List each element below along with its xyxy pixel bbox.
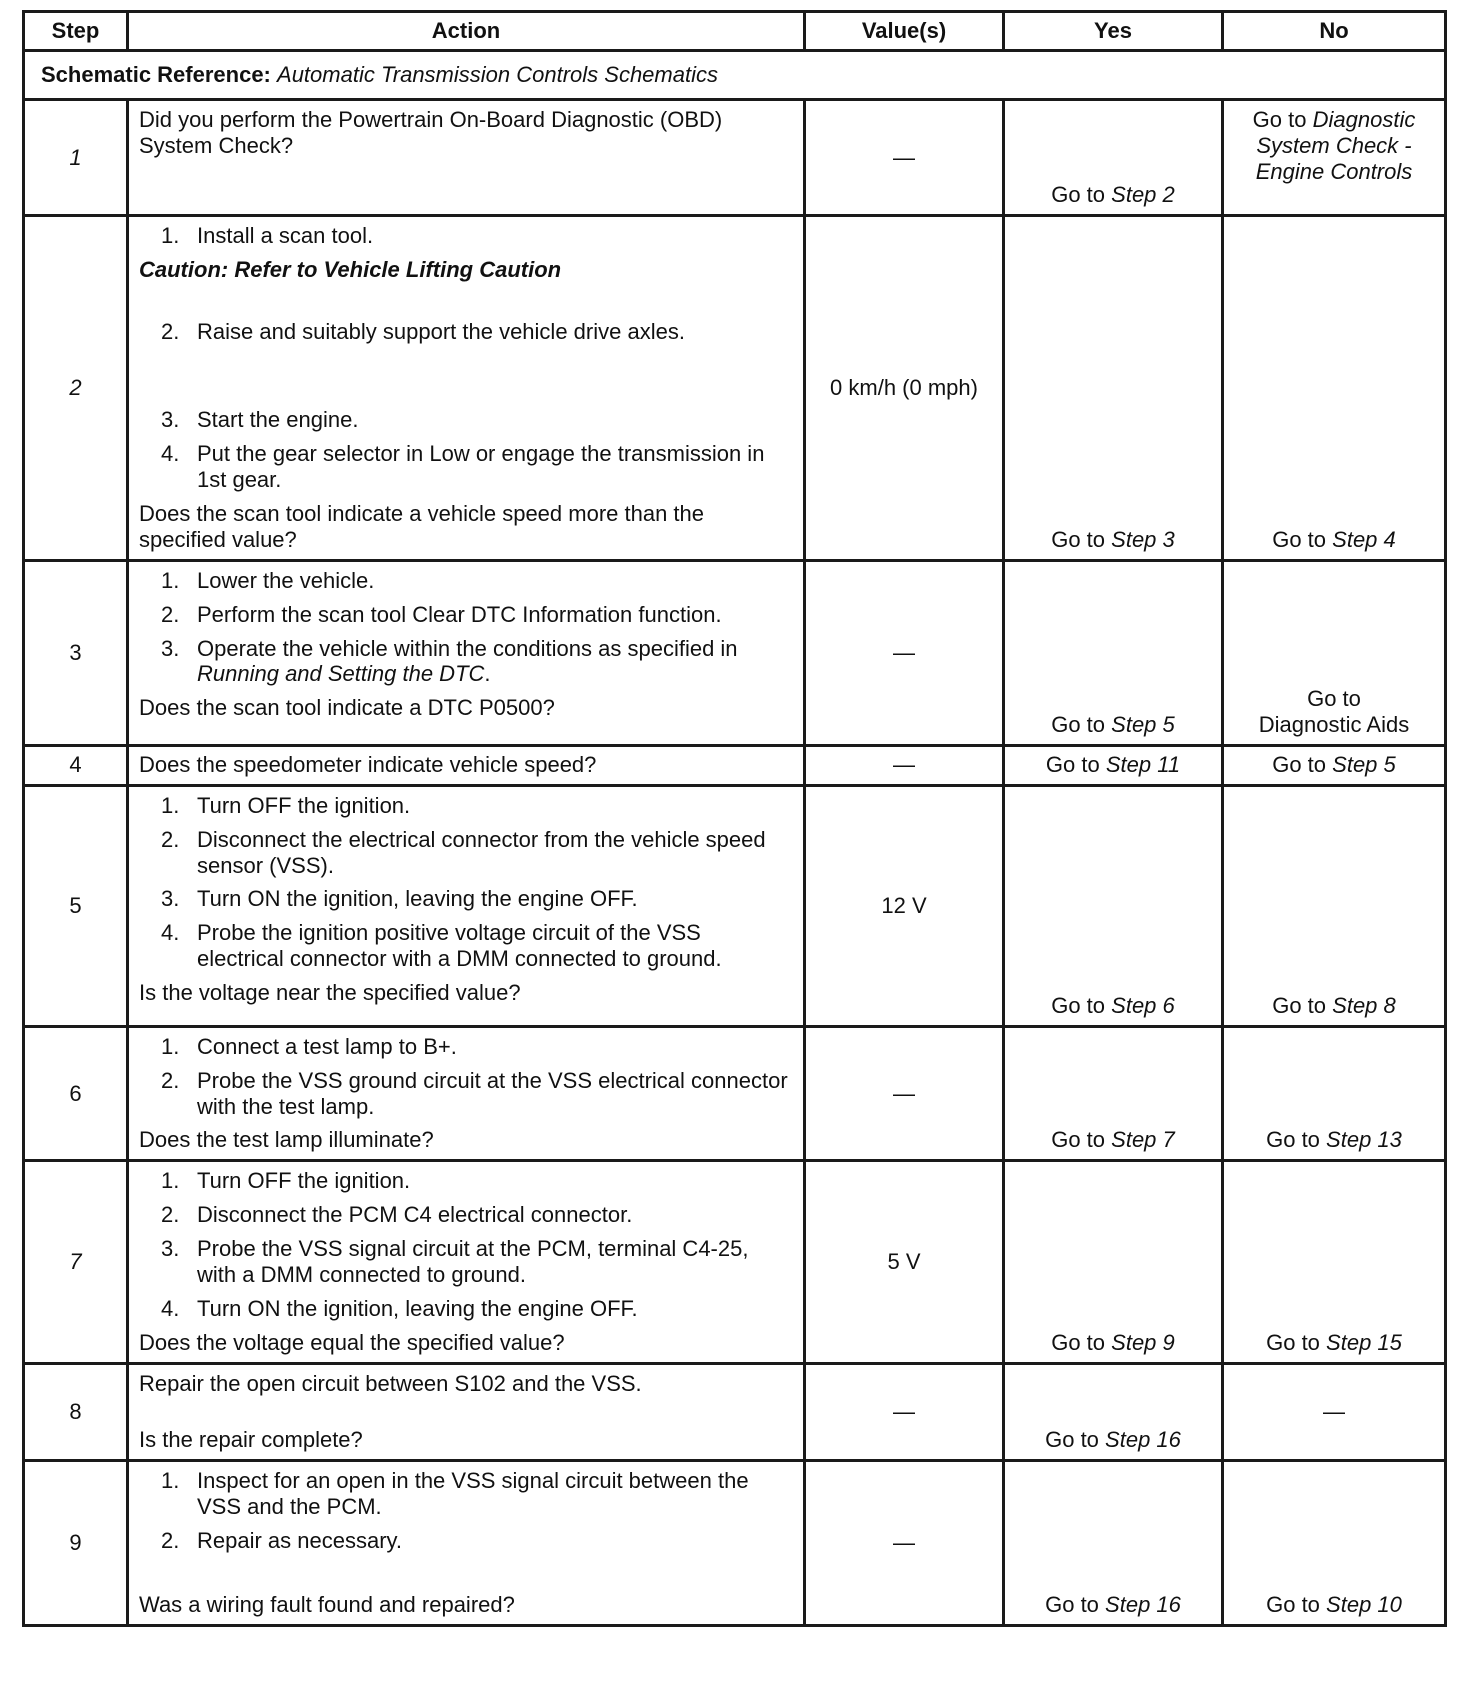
go-to-label: Go to [1252, 107, 1307, 132]
no-cell [1223, 216, 1446, 561]
yes-step-link[interactable]: Step 6 [1111, 992, 1175, 1018]
list-item: 3. Turn ON the ignition, leaving the engine OFF. [161, 886, 638, 912]
list-item: 2. Repair as necessary. [161, 1527, 403, 1553]
list-item: 3. Operate the vehicle within the conditions as specified in Running and Setting the DTC. [161, 635, 738, 687]
header-action: Action [128, 12, 805, 51]
schematic-reference-link[interactable]: Automatic Transmission Controls Schematics [277, 62, 718, 88]
yes-cell [1004, 100, 1223, 216]
table-row [24, 785, 1446, 1026]
step-number: 2 [24, 216, 128, 561]
action-cell [128, 1161, 805, 1364]
go-to-label: Go to [1266, 1330, 1320, 1356]
table-row [24, 745, 1446, 785]
header-step: Step [24, 12, 128, 51]
yes-cell [1004, 1161, 1223, 1364]
no-cell [1223, 785, 1446, 1026]
question-text: Does the voltage equal the specified value? [139, 1330, 565, 1356]
action-cell [128, 745, 805, 785]
no-link[interactable]: Diagnostic System Check - Engine Controls [1255, 107, 1416, 184]
value-cell: 0 km/h (0 mph) [805, 216, 1004, 561]
question-text: Is the repair complete? [139, 1427, 363, 1453]
go-to-label: Go to [1045, 1591, 1099, 1617]
running-setting-dtc-link[interactable]: Running and Setting the DTC [197, 661, 485, 687]
table-row [24, 216, 1446, 561]
value-cell: — [805, 1364, 1004, 1461]
value-cell: 12 V [805, 785, 1004, 1026]
go-to-label: Go to [1051, 711, 1106, 737]
no-cell: — [1223, 1364, 1446, 1461]
action-list [139, 1168, 791, 1322]
no-step-link[interactable]: Step 13 [1326, 1127, 1402, 1153]
step-number: 3 [24, 560, 128, 745]
list-item: 1. Install a scan tool. [161, 223, 374, 248]
no-cell [1223, 745, 1446, 785]
value-cell: — [805, 560, 1004, 745]
yes-cell [1004, 785, 1223, 1026]
value-cell: 5 V [805, 1161, 1004, 1364]
list-item: 2. Disconnect the electrical connector from the vehicle speed sensor (VSS). [161, 826, 766, 878]
caution-note[interactable]: Caution: Refer to Vehicle Lifting Caution [139, 256, 562, 282]
table-row [24, 100, 1446, 216]
list-item: 2. Disconnect the PCM C4 electrical connector. [161, 1202, 633, 1228]
list-item: 1. Turn OFF the ignition. [161, 1168, 411, 1194]
go-to-label: Go to [1045, 752, 1100, 778]
action-list [139, 223, 791, 249]
list-item: 3. Probe the VSS signal circuit at the PCM, terminal C4-25, with a DMM connected to ground. [161, 1236, 749, 1288]
header-row [24, 12, 1446, 51]
action-list [139, 793, 791, 973]
table-row [24, 1461, 1446, 1626]
list-item: 1. Turn OFF the ignition. [161, 792, 411, 818]
go-to-label: Go to [1266, 1127, 1320, 1153]
yes-step-link[interactable]: Step 11 [1105, 752, 1181, 778]
action-list [139, 319, 791, 345]
header-no: No [1223, 12, 1446, 51]
go-to-label: Go to [1307, 685, 1361, 711]
yes-cell [1004, 1461, 1223, 1626]
schematic-reference [24, 51, 1446, 100]
list-item: 1. Lower the vehicle. [161, 567, 375, 593]
table-row [24, 560, 1446, 745]
yes-cell [1004, 216, 1223, 561]
no-step-link[interactable]: Step 10 [1326, 1591, 1402, 1617]
go-to-label: Go to [1272, 526, 1327, 552]
list-item: 2. Raise and suitably support the vehicle drive axles. [161, 318, 685, 344]
action-cell [128, 560, 805, 745]
no-step-link[interactable]: Step 4 [1332, 526, 1396, 552]
step-number: 7 [24, 1161, 128, 1364]
go-to-label: Go to [1272, 992, 1327, 1018]
step-number: 1 [24, 100, 128, 216]
header-values: Value(s) [805, 12, 1004, 51]
schematic-reference-row [24, 51, 1446, 100]
yes-cell [1004, 1364, 1223, 1461]
question-text: Does the scan tool indicate a vehicle speed more than the specified value? [139, 500, 705, 552]
list-item: 3. Start the engine. [161, 406, 359, 432]
step-number: 9 [24, 1461, 128, 1626]
list-item: 2. Perform the scan tool Clear DTC Information function. [161, 601, 722, 627]
go-to-label: Go to [1045, 1427, 1099, 1453]
yes-step-link[interactable]: Step 16 [1105, 1427, 1181, 1453]
list-item: 4. Probe the ignition positive voltage circuit of the VSS electrical connector with a DMM connected to ground. [161, 920, 722, 972]
step-number: 5 [24, 785, 128, 1026]
no-cell [1223, 1461, 1446, 1626]
no-cell [1223, 1026, 1446, 1161]
list-item: 4. Put the gear selector in Low or engage the transmission in 1st gear. [161, 440, 765, 492]
action-cell [128, 1026, 805, 1161]
diagnostic-aids-link[interactable]: Diagnostic Aids [1258, 711, 1410, 737]
table-row [24, 1161, 1446, 1364]
action-text: Did you perform the Powertrain On-Board Diagnostic (OBD) System Check? [139, 107, 723, 158]
action-list [139, 568, 791, 688]
table-row [24, 1026, 1446, 1161]
yes-step-link[interactable]: Step 9 [1111, 1330, 1175, 1356]
go-to-label: Go to [1051, 526, 1106, 552]
no-cell [1223, 1161, 1446, 1364]
value-cell: — [805, 745, 1004, 785]
question-text: Does the test lamp illuminate? [139, 1127, 434, 1153]
action-text: Repair the open circuit between S102 and the VSS. [139, 1371, 642, 1397]
list-item: 2. Probe the VSS ground circuit at the VSS electrical connector with the test lamp. [161, 1067, 788, 1119]
yes-cell [1004, 1026, 1223, 1161]
value-cell: — [805, 1461, 1004, 1626]
value-cell: — [805, 100, 1004, 216]
yes-cell [1004, 745, 1223, 785]
action-cell [128, 216, 805, 561]
no-step-link[interactable]: Step 8 [1332, 992, 1396, 1018]
value-cell: — [805, 1026, 1004, 1161]
go-to-label: Go to [1051, 182, 1106, 208]
question-text: Does the scan tool indicate a DTC P0500? [139, 695, 555, 721]
no-step-link[interactable]: Step 15 [1326, 1330, 1402, 1356]
action-list [139, 1468, 791, 1554]
question-text: Is the voltage near the specified value? [139, 980, 521, 1006]
action-list [139, 407, 791, 493]
action-text: Does the speedometer indicate vehicle speed? [139, 752, 597, 778]
go-to-label: Go to [1051, 1127, 1106, 1153]
yes-step-link[interactable]: Step 5 [1111, 711, 1175, 737]
no-cell [1223, 100, 1446, 216]
table-row [24, 1364, 1446, 1461]
step-number: 6 [24, 1026, 128, 1161]
go-to-label: Go to [1051, 1330, 1106, 1356]
no-step-link[interactable]: Step 5 [1332, 752, 1396, 778]
yes-step-link[interactable]: Step 3 [1111, 526, 1175, 552]
list-item: 1. Inspect for an open in the VSS signal circuit between the VSS and the PCM. [161, 1468, 749, 1520]
yes-step-link[interactable]: Step 7 [1111, 1127, 1175, 1153]
diagnostic-table [22, 10, 1447, 1627]
step-number: 4 [24, 745, 128, 785]
schematic-reference-label: Schematic Reference: [41, 62, 271, 88]
yes-step-link[interactable]: Step 2 [1111, 182, 1175, 208]
go-to-label: Go to [1272, 752, 1327, 778]
action-cell [128, 100, 805, 216]
step-number: 8 [24, 1364, 128, 1461]
yes-step-link[interactable]: Step 16 [1105, 1591, 1181, 1617]
action-cell [128, 1364, 805, 1461]
yes-cell [1004, 560, 1223, 745]
question-text: Was a wiring fault found and repaired? [139, 1591, 515, 1617]
header-yes: Yes [1004, 12, 1223, 51]
list-item: 1. Connect a test lamp to B+. [161, 1033, 457, 1059]
go-to-label: Go to [1266, 1591, 1320, 1617]
go-to-label: Go to [1051, 992, 1106, 1018]
action-cell [128, 785, 805, 1026]
action-cell [128, 1461, 805, 1626]
action-list [139, 1034, 791, 1120]
no-cell [1223, 560, 1446, 745]
list-item: 4. Turn ON the ignition, leaving the engine OFF. [161, 1296, 638, 1322]
